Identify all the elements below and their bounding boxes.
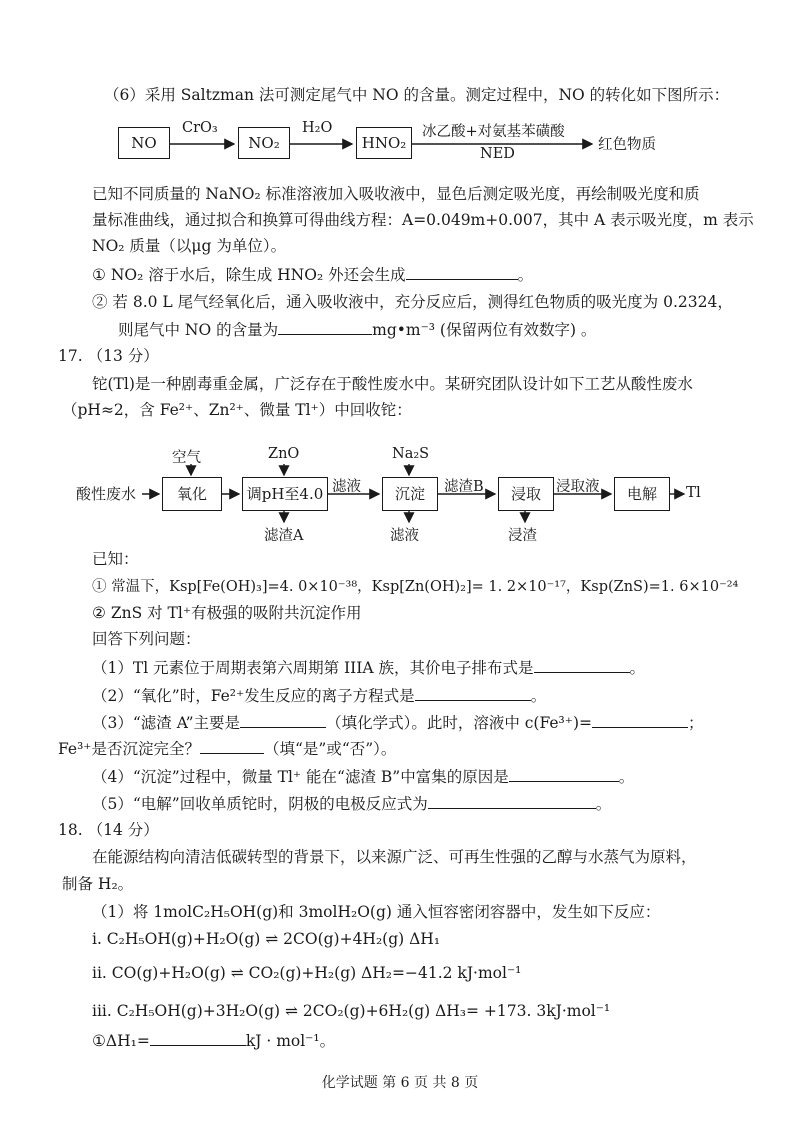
q18-intro-line1: 在能源结构向清洁低碳转型的背景下，以来源广泛、可再生性强的乙醇与水蒸气为原料， [92, 848, 697, 866]
flow-box-hno2: HNO₂ [356, 127, 412, 159]
q17-p2-blank[interactable] [415, 684, 531, 701]
flow-filtrate2: 滤液 [390, 528, 419, 544]
flow-product: 红色物质 [598, 137, 656, 153]
q17-p1-blank[interactable] [534, 656, 630, 673]
flow-box-no2: NO₂ [238, 127, 290, 159]
q17-p3 [92, 711, 704, 734]
q6-sub1-text: ① NO₂ 溶于水后，除生成 HNO₂ 外还会生成 [92, 266, 406, 284]
q17-p3-blank1[interactable] [240, 711, 326, 728]
q17-p3-blank2[interactable] [592, 711, 688, 728]
q17-p4 [92, 765, 634, 788]
q6-known-line2: 量标准曲线，通过拟合和换算可得曲线方程：A=0.049m+0.007，其中 A 表示吸光度，m 表示 [92, 211, 754, 229]
flow-na2s: Na₂S [392, 446, 430, 462]
flow-box-ph: 调pH至4.0 [242, 477, 328, 511]
q6-known-line1: 已知不同质量的 NaNO₂ 标准溶液加入吸收液中，显色后测定吸光度，再绘制吸光度和质 [92, 185, 700, 203]
q6-intro: （6）采用 Saltzman 法可测定尾气中 NO 的含量。测定过程中，NO 的转化如下图所示： [104, 86, 730, 104]
q17-p5-end: 。 [595, 795, 612, 813]
flow-air: 空气 [172, 450, 201, 466]
page-footer: 化学试题 第 6 页 共 8 页 [321, 1075, 479, 1091]
flow-label-ned: NED [480, 146, 515, 162]
q18-q1 [92, 1029, 335, 1052]
q6-sub2-text: 则尾气中 NO 的含量为 [118, 321, 279, 339]
q18-reaction-iii: iii. C₂H₅OH(g)+3H₂O(g) ⇌ 2CO₂(g)+6H₂(g) ΔH₃= +173. 3kJ·mol⁻¹ [92, 1002, 611, 1020]
q17-known-1: ① 常温下，Ksp[Fe(OH)₃]=4. 0×10⁻³⁸，Ksp[Zn(OH)₂]= 1. 2×10⁻¹⁷，Ksp(ZnS)=1. 6×10⁻²⁴ [92, 579, 739, 595]
q6-known-line3: NO₂ 质量（以μg 为单位）。 [92, 237, 287, 255]
q17-p2-end: 。 [530, 687, 547, 705]
q17-intro-line2: （pH≈2，含 Fe²⁺、Zn²⁺、微量 Tl⁺）中回收铊： [62, 401, 412, 419]
flow-residue-b: 滤渣B [444, 479, 484, 495]
flow-label-reagent: 冰乙酸+对氨基苯磺酸 [422, 124, 565, 140]
q18-q1-unit: kJ · mol⁻¹。 [245, 1032, 336, 1050]
q17-p4-blank[interactable] [509, 765, 619, 782]
flow-box-no: NO [118, 127, 170, 159]
q17-intro-line1: 铊(Tl)是一种剧毒重金属，广泛存在于酸性废水中。某研究团队设计如下工艺从酸性废水 [92, 375, 693, 393]
flow-start: 酸性废水 [76, 485, 137, 503]
q17-p3-hint: （填“是”或“否”）。 [263, 740, 397, 758]
flow-end: Tl [686, 483, 701, 501]
flow-label-h2o: H₂O [302, 120, 333, 136]
flow-zno: ZnO [268, 446, 300, 462]
q18-reaction-ii: ii. CO(g)+H₂O(g) ⇌ CO₂(g)+H₂(g) ΔH₂=−41.2 kJ·mol⁻¹ [92, 964, 522, 982]
q17-p5-blank[interactable] [428, 792, 596, 809]
flow-box-electro: 电解 [614, 477, 670, 511]
q18-q1-text: ①ΔH₁= [92, 1032, 150, 1050]
flow-label-cro3: CrO₃ [182, 120, 218, 136]
q17-p5 [92, 792, 611, 815]
q17-p1-end: 。 [629, 659, 646, 677]
q17-p3-mid: （填化学式）。此时，溶液中 c(Fe³⁺)= [326, 714, 592, 732]
q18-intro-line2: 制备 H₂。 [62, 875, 134, 893]
q17-p4-text: （4）“沉淀”过程中，微量 Tl⁺ 能在“滤渣 B”中富集的原因是 [92, 768, 509, 786]
flow-box-precip: 沉淀 [382, 477, 438, 511]
q17-p4-end: 。 [618, 768, 635, 786]
q17-p3-text: （3）“滤渣 A”主要是 [92, 714, 241, 732]
q17-p3-line2 [58, 737, 396, 760]
q18-q1-blank[interactable] [150, 1029, 246, 1046]
q17-p5-text: （5）“电解”回收单质铊时，阴极的电极反应式为 [92, 795, 428, 813]
flow-box-oxidize: 氧化 [162, 477, 222, 511]
q18-header: 18. （14 分） [58, 821, 159, 839]
q6-sub2-line1: ② 若 8.0 L 尾气经氧化后，通入吸收液中，充分反应后，测得红色物质的吸光度为 0.2324， [92, 293, 733, 311]
flow-leach-liquid: 浸取液 [556, 479, 600, 495]
q17-p3-semicolon: ； [687, 714, 704, 732]
q6-sub1-end: 。 [517, 266, 534, 284]
flow-box-leach: 浸取 [498, 477, 554, 511]
flow-filtrate: 滤液 [332, 479, 361, 495]
q6-sub2-unit: mg•m⁻³ (保留两位有效数字) 。 [372, 321, 597, 339]
q17-p1 [92, 656, 645, 679]
q17-p3-question: Fe³⁺是否沉淀完全？ [58, 740, 200, 758]
flow-leach-residue: 浸渣 [508, 528, 537, 544]
q17-p3-blank3[interactable] [200, 737, 264, 754]
flow-residue-a: 滤渣A [264, 528, 304, 544]
q17-header: 17. （13 分） [58, 347, 159, 365]
q18-p1: （1）将 1molC₂H₅OH(g)和 3molH₂O(g) 通入恒容密闭容器中，发生如下反应： [92, 903, 661, 921]
q18-reaction-i: i. C₂H₅OH(g)+H₂O(g) ⇌ 2CO(g)+4H₂(g) ΔH₁ [92, 930, 441, 948]
q17-p1-text: （1）Tl 元素位于周期表第六周期第 IIIA 族，其价电子排布式是 [92, 659, 534, 677]
q17-p2 [92, 684, 546, 707]
q17-p2-text: （2）“氧化”时，Fe²⁺发生反应的离子方程式是 [92, 687, 415, 705]
q17-known-2: ② ZnS 对 Tl⁺有极强的吸附共沉淀作用 [92, 604, 362, 622]
q17-answer-prompt: 回答下列问题： [92, 630, 201, 648]
q17-known-title: 已知： [92, 550, 139, 568]
